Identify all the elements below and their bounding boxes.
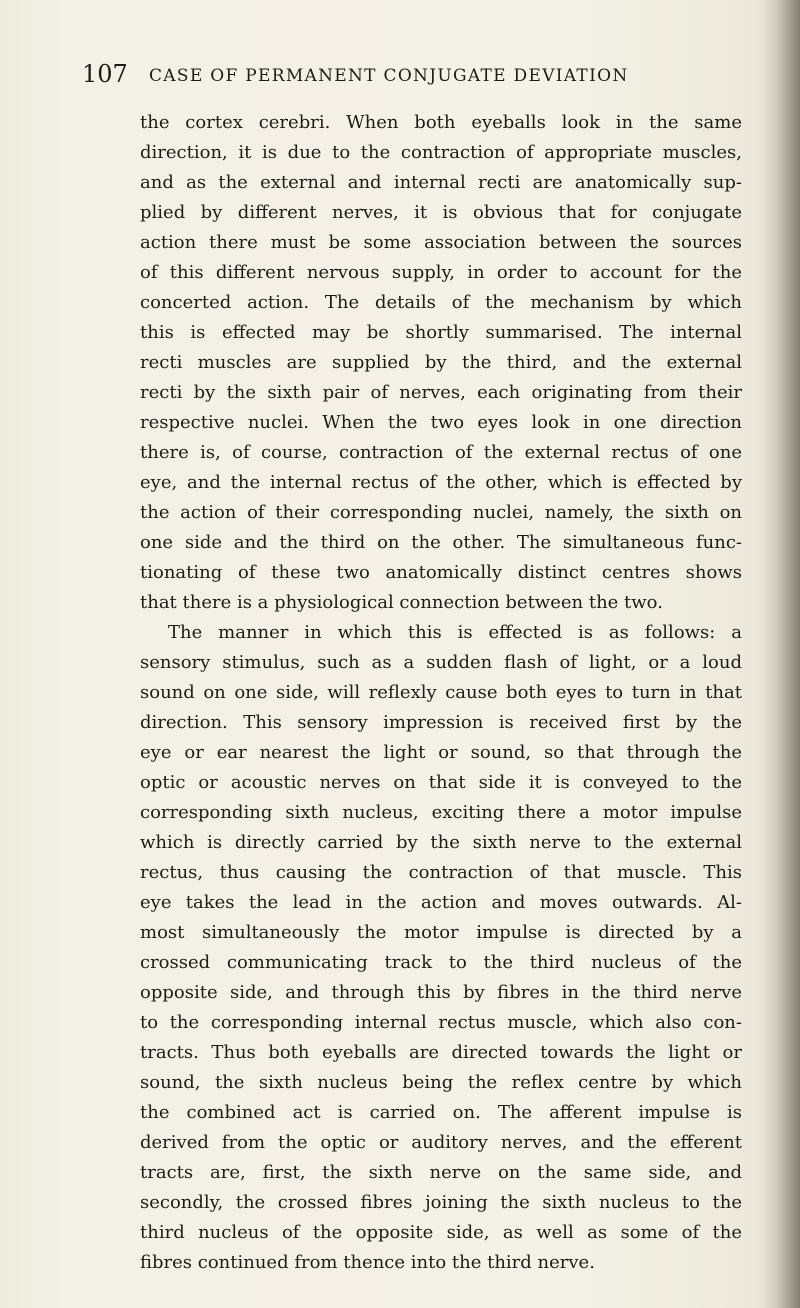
text-line: third nucleus of the opposite side, as well as some of the bbox=[140, 1222, 742, 1243]
body-text bbox=[140, 108, 742, 1278]
text-line: The manner in which this is effected is as follows: a bbox=[168, 622, 742, 643]
text-line: the combined act is carried on. The afferent impulse is bbox=[140, 1102, 742, 1123]
text-line: optic or acoustic nerves on that side it is conveyed to the bbox=[140, 772, 742, 793]
text-line: eye takes the lead in the action and moves outwards. Al- bbox=[140, 892, 742, 913]
text-line: opposite side, and through this by fibres in the third nerve bbox=[140, 982, 742, 1003]
text-line: plied by different nerves, it is obvious that for conjugate bbox=[140, 202, 742, 223]
text-line: there is, of course, contraction of the external rectus of one bbox=[140, 442, 742, 463]
text-line: that there is a physiological connection between the two. bbox=[140, 592, 663, 613]
text-line: eye or ear nearest the light or sound, so that through the bbox=[140, 742, 742, 763]
text-line: sound, the sixth nucleus being the reflex centre by which bbox=[140, 1072, 742, 1093]
page-number: 107 bbox=[82, 60, 128, 88]
running-head bbox=[82, 60, 742, 96]
text-line: and as the external and internal recti are anatomically sup- bbox=[140, 172, 742, 193]
text-line: respective nuclei. When the two eyes look in one direction bbox=[140, 412, 742, 433]
text-line: rectus, thus causing the contraction of that muscle. This bbox=[140, 862, 742, 883]
text-line: corresponding sixth nucleus, exciting there a motor impulse bbox=[140, 802, 742, 823]
text-line: this is effected may be shortly summarised. The internal bbox=[140, 322, 742, 343]
text-line: the action of their corresponding nuclei, namely, the sixth on bbox=[140, 502, 742, 523]
text-line: sensory stimulus, such as a sudden flash of light, or a loud bbox=[140, 652, 742, 673]
text-line: derived from the optic or auditory nerves, and the efferent bbox=[140, 1132, 742, 1153]
text-line: recti by the sixth pair of nerves, each originating from their bbox=[140, 382, 742, 403]
text-line: tracts. Thus both eyeballs are directed towards the light or bbox=[140, 1042, 742, 1063]
text-line: concerted action. The details of the mechanism by which bbox=[140, 292, 742, 313]
text-line: crossed communicating track to the third nucleus of the bbox=[140, 952, 742, 973]
text-line: of this different nervous supply, in order to account for the bbox=[140, 262, 742, 283]
text-line: to the corresponding internal rectus muscle, which also con- bbox=[140, 1012, 742, 1033]
text-line: the cortex cerebri. When both eyeballs look in the same bbox=[140, 112, 742, 133]
text-line: direction. This sensory impression is received first by the bbox=[140, 712, 742, 733]
text-line: one side and the third on the other. The simultaneous func- bbox=[140, 532, 742, 553]
text-line: which is directly carried by the sixth nerve to the external bbox=[140, 832, 742, 853]
text-line: secondly, the crossed fibres joining the sixth nucleus to the bbox=[140, 1192, 742, 1213]
text-line: recti muscles are supplied by the third, and the external bbox=[140, 352, 742, 373]
text-line: most simultaneously the motor impulse is directed by a bbox=[140, 922, 742, 943]
text-line: fibres continued from thence into the third nerve. bbox=[140, 1252, 595, 1273]
text-line: eye, and the internal rectus of the other, which is effected by bbox=[140, 472, 742, 493]
text-line: tracts are, first, the sixth nerve on the same side, and bbox=[140, 1162, 742, 1183]
text-line: tionating of these two anatomically distinct centres shows bbox=[140, 562, 742, 583]
text-line: sound on one side, will reflexly cause both eyes to turn in that bbox=[140, 682, 742, 703]
text-line: action there must be some association between the sources bbox=[140, 232, 742, 253]
running-title: CASE OF PERMANENT CONJUGATE DEVIATION bbox=[149, 66, 629, 86]
page-edge-shadow bbox=[762, 0, 800, 1308]
text-line: direction, it is due to the contraction of appropriate muscles, bbox=[140, 142, 742, 163]
